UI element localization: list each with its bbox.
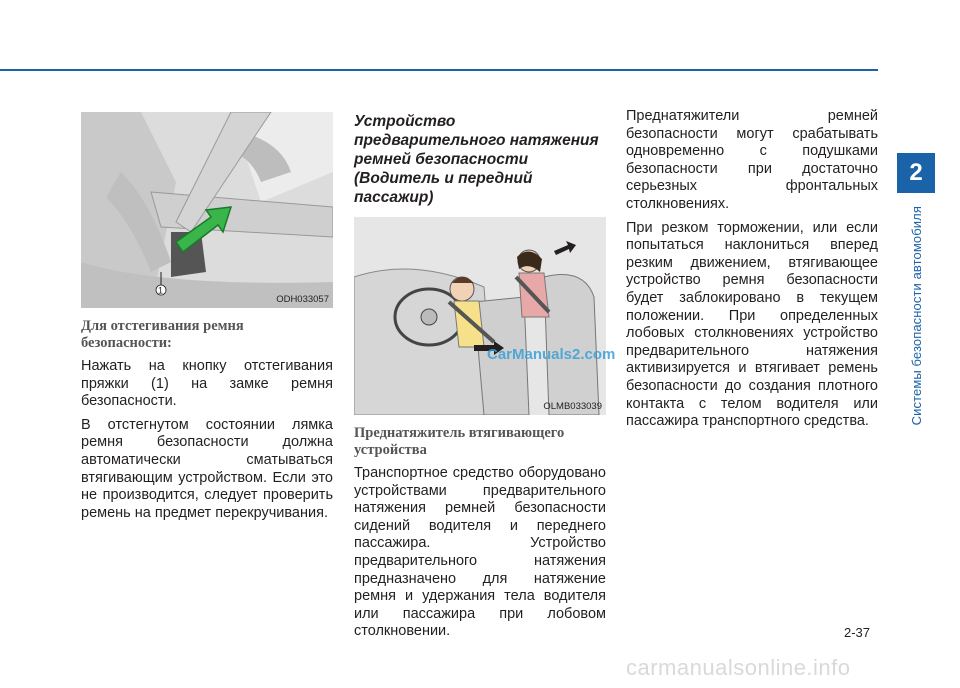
callout-number: 1 bbox=[158, 285, 164, 296]
paragraph: В отстегнутом состоянии лямка ремня безопасности должна автоматически сматываться втягивающим устройством. Если это не производится, следует проверить ремень на предмет перекручивания. bbox=[81, 416, 333, 521]
column-2 bbox=[354, 112, 606, 641]
chapter-title: Системы безопасности автомобиля bbox=[908, 206, 924, 426]
figure-seatbelt-release bbox=[81, 112, 333, 308]
page-number: 2-37 bbox=[844, 625, 871, 640]
figure-code: ODH033057 bbox=[276, 294, 329, 305]
paragraph: Транспортное средство оборудовано устройствами предварительного натяжения ремней безопасности сидений водителя и переднего пассажира. Устройство предварительного натяжения предназначено для натяжение ремня и удержания тела водителя или пассажира при лобовом столкновении. bbox=[354, 465, 606, 640]
chapter-number-tab bbox=[897, 153, 935, 193]
watermark-center: CarManuals2.com bbox=[487, 346, 616, 363]
column-3 bbox=[626, 108, 878, 431]
section-subheading: Преднатяжитель втягивающего устройства bbox=[354, 425, 565, 458]
header-rule bbox=[0, 69, 878, 71]
paragraph: При резком торможении, или если попытаться наклониться вперед резким движением, втягивающее устройство ремня безопасности будет заблокировано в текущем положении. При определенных лобовых столкновениях устройство предварительного натяжения активизируется и втягивает ремень безопасности до создания плотного контакта с телом водителя или пассажира транспортного средства. bbox=[626, 219, 878, 430]
chapter-title-vertical bbox=[905, 198, 927, 434]
seatbelt-buckle-illustration bbox=[81, 112, 333, 308]
figure-pretensioner bbox=[354, 217, 606, 415]
chapter-number: 2 bbox=[909, 159, 923, 186]
paragraph: Преднатяжители ремней безопасности могут срабатывать одновременно с подушками безопасности при достаточно серьезных фронтальных столкновениях. bbox=[626, 108, 878, 212]
column-1 bbox=[81, 112, 333, 522]
section-heading: Для отстегивания ремня безопасности: bbox=[81, 318, 244, 351]
section-heading: Устройство предварительного натяжения ремней безопасности (Водитель и передний пассажир) bbox=[354, 113, 599, 206]
driver-passenger-illustration bbox=[354, 217, 606, 415]
figure-code: OLMB033039 bbox=[543, 401, 602, 412]
watermark-footer: carmanualsonline.info bbox=[626, 655, 851, 680]
paragraph: Нажать на кнопку отстегивания пряжки (1) на замке ремня безопасности. bbox=[81, 358, 333, 410]
